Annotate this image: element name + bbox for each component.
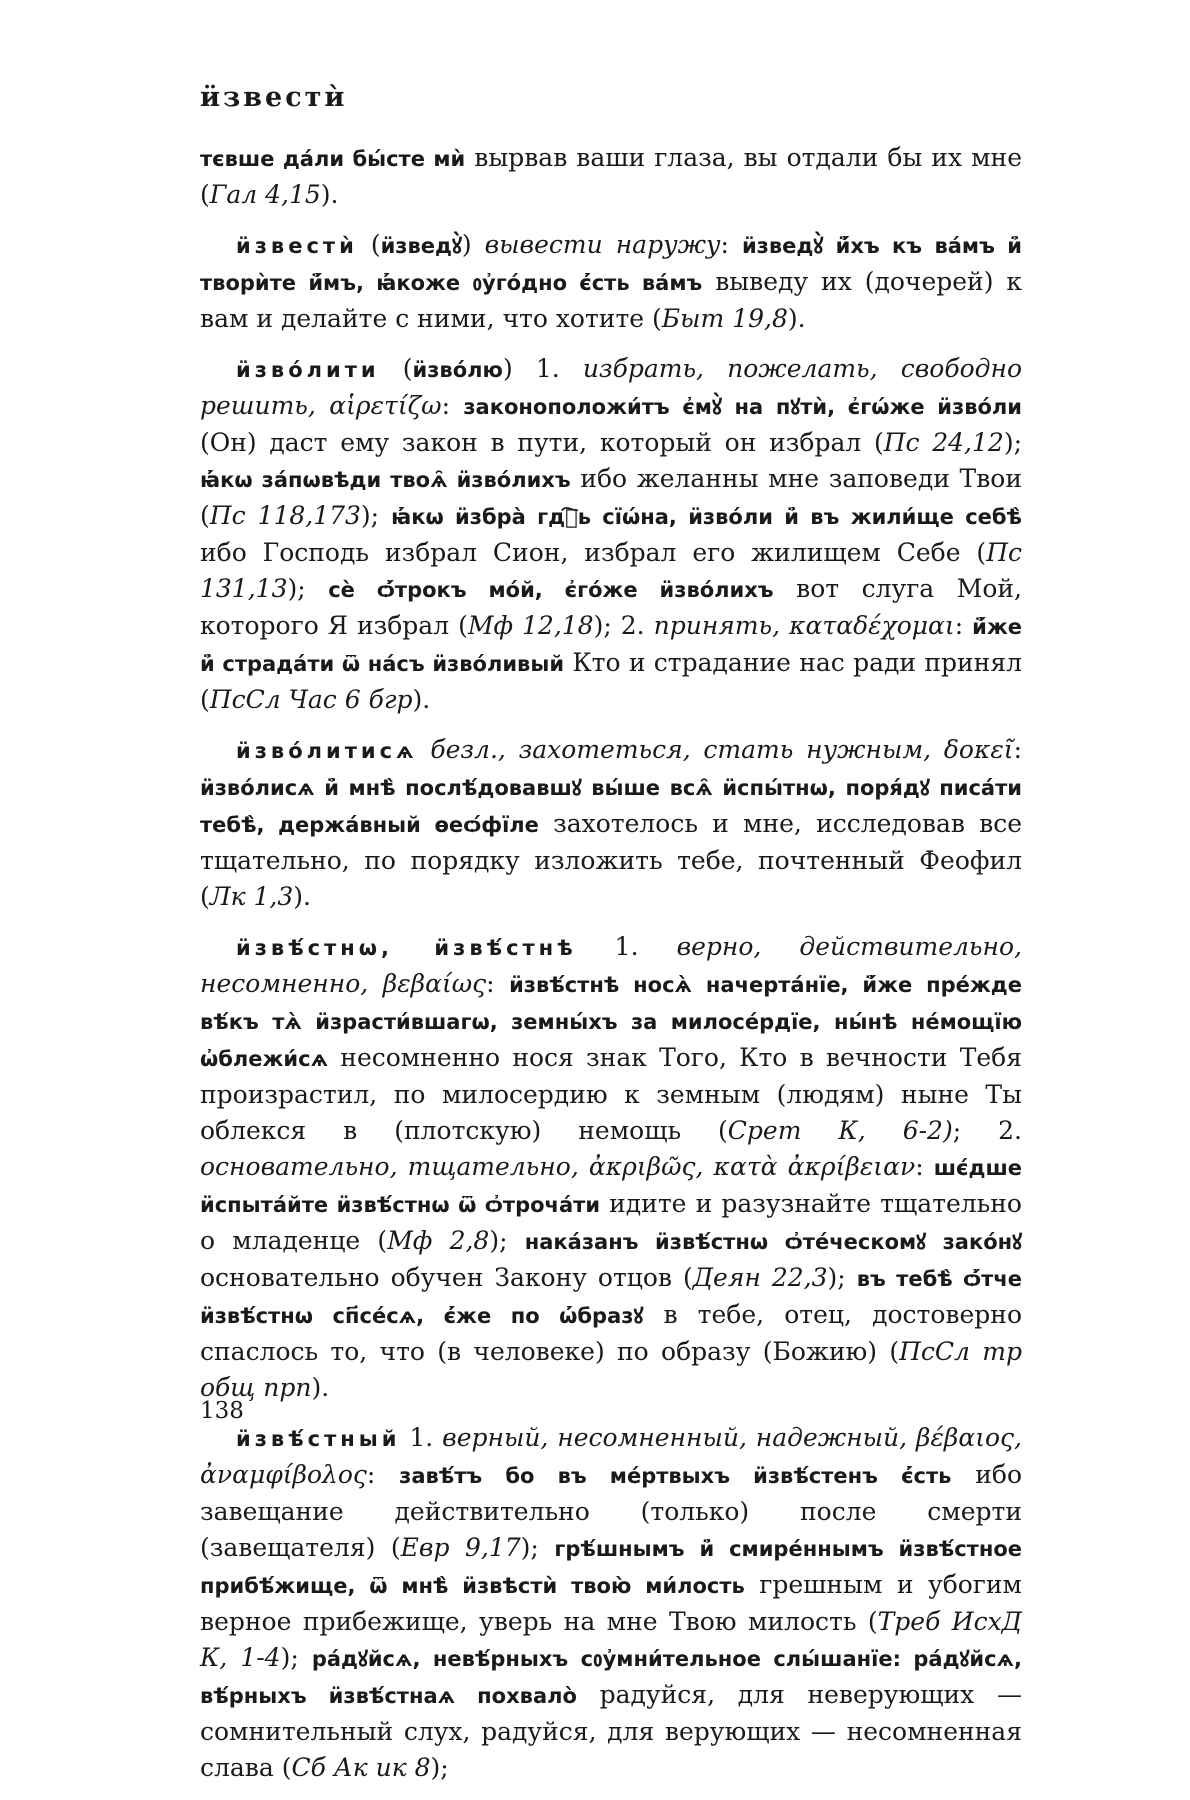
greek-equivalent: αἱρετίζω [329, 391, 442, 420]
entry-izvesti [200, 227, 1022, 337]
translation-text: в тебе, отец, достоверно спаслось то, что (в человеке) по образу (Божию) ( [200, 1300, 1022, 1366]
bible-reference: Срет К, 6-2) [727, 1116, 953, 1145]
punct: : [915, 1152, 934, 1181]
bible-reference: Пс 24,12 [883, 428, 1004, 457]
translation-text: несомненно нося знак Того, Кто в вечности Тебя произрастил, по милосердию к земным (людям) ныне Ты облекся в (плотскую) немощь ( [200, 1043, 1022, 1145]
bible-reference: Деян 22,3 [692, 1263, 828, 1292]
gloss: основательно, тщательно, [200, 1152, 579, 1181]
bible-reference: ПсСл тр общ прп [200, 1337, 1022, 1402]
punct: 1. [576, 932, 677, 961]
entry-izvolitisya [200, 732, 1022, 915]
gloss: безл., захотеться, стать нужным, [430, 735, 932, 764]
translation-text: идите и разузнайте тщательно о младенце ( [200, 1189, 1022, 1255]
page-number: 138 [200, 1398, 244, 1424]
punct [418, 735, 431, 764]
running-head: ӥзвестѝ [200, 82, 348, 113]
punct [931, 735, 944, 764]
translation-text: ибо завещание действительно (только) после смерти (завещателя) ( [200, 1460, 1022, 1562]
greek-equivalent: βέβαιος, ἀναμφίβολος [200, 1423, 1023, 1489]
punct: : [486, 969, 510, 998]
punct [579, 1152, 589, 1181]
punct: ). [293, 882, 311, 911]
headword: ӥзвѣ́стный [236, 1427, 401, 1451]
entry-izvestny [200, 1420, 1022, 1786]
headword: ӥзво́литисѧ [236, 739, 418, 763]
punct: ). [320, 180, 339, 209]
church-slavonic-quote: нака́занъ ӥзвѣ́стнѡ ѻ҆те́ческомꙋ зако́нꙋ [524, 1230, 1022, 1254]
church-slavonic-quote: ӥзведꙋ̀ ӥ҆́хъ къ ва́мъ ӥ҆ творѝте ӥ҆́мъ, ꙗ҆́коже ᲂу҆го́дно є҆́сть ва́мъ [200, 234, 1022, 295]
bible-reference: Евр 9,17 [400, 1533, 521, 1562]
greek-equivalent: καταδέχομαι [789, 611, 955, 640]
punct: ). [787, 304, 806, 333]
punct: ; 2. [952, 1116, 1022, 1145]
entries-body [200, 140, 1022, 1800]
punct: ); [520, 1533, 555, 1562]
greek-equivalent: βεβαίως [382, 969, 487, 998]
punct [316, 391, 329, 420]
punct: ) 1. [502, 354, 583, 383]
punct: ( [357, 230, 381, 259]
translation-text: радуйся, для неверующих — сомнительный слух, радуйся, для верующих — несомненная слава ( [200, 1680, 1022, 1782]
punct: : [1013, 735, 1022, 764]
bible-reference: Пс 131,13 [200, 538, 1022, 603]
punct: ); [360, 501, 392, 530]
bible-reference: Лк 1,3 [209, 882, 294, 911]
church-slavonic-quote: ӥзво́лисѧ ӥ҆ мнѣ̀ послѣ́довавшꙋ вы́ше всѧ̑ ӥспы́тнѡ, поря́дꙋ писа́ти тебѣ̀, держа́вный ѳеѻ́фїле [200, 776, 1022, 837]
punct: ); [827, 1263, 857, 1292]
punct: : [441, 391, 464, 420]
church-slavonic-quote: тєвше да́ли бы́сте мѝ [200, 147, 466, 171]
headword: ӥзвѣ́стнѡ, ӥзвѣ́стнѣ [236, 936, 577, 960]
translation-text: основательно обучен Закону отцов ( [200, 1263, 693, 1292]
church-slavonic-quote: ꙗ҆́кѡ ӥзбра̀ гдⷭ҇ь сїѡ́на, ӥзво́ли ӥ҆ въ жили́ще себѣ̀ [391, 505, 1022, 529]
translation-text: ибо желанны мне заповеди Твои ( [200, 464, 1022, 530]
church-slavonic-quote: шє́дше ӥспыта́йте ӥзвѣ́стнѡ ѿ ѻ҆троча́ти [200, 1156, 1022, 1217]
punct: ); [287, 574, 329, 603]
punct [907, 1423, 916, 1452]
headword: ӥзво́лити [236, 358, 380, 382]
headword-form: ӥзво́лю [412, 358, 503, 382]
punct: ); [430, 1753, 449, 1782]
translation-text: вот слуга Мой, которого Я избрал ( [200, 574, 1023, 640]
punct: : [720, 230, 742, 259]
gloss: принять, [653, 611, 781, 640]
bible-reference: Быт 19,8 [661, 304, 788, 333]
punct [368, 969, 383, 998]
translation-text: выведу их (дочерей) к вам и делайте с ними, что хотите ( [200, 267, 1022, 333]
bible-reference: Мф 2,8 [387, 1226, 490, 1255]
bible-reference: Сб Ак ик 8 [291, 1753, 431, 1782]
translation-text: вырвав ваши глаза, вы отдали бы их мне ( [200, 143, 1022, 209]
greek-equivalent: ἀκριβῶς, κατὰ ἀκρίβειαν [588, 1152, 916, 1181]
entry-izvoliti [200, 351, 1022, 718]
punct: ). [412, 685, 431, 714]
punct: ) [461, 230, 485, 259]
punct: ); [280, 1643, 312, 1672]
gloss: вывести наружу [484, 230, 721, 259]
translation-text: Кто и страдание нас ради принял ( [200, 648, 1022, 714]
punct: ). [311, 1373, 330, 1402]
church-slavonic-quote: грѣ́шнымъ ӥ҆ смире́ннымъ ӥзвѣ́стное прибѣ́жище, ѿ мнѣ̀ ӥзвѣстѝ твою̀ ми́лость [200, 1537, 1023, 1598]
punct [780, 611, 789, 640]
church-slavonic-quote: ра́дꙋйсѧ, невѣ́рныхъ сᲂу҆мни́тельное слы́шанїе: ра́дꙋйсѧ, вѣ́рныхъ ӥзвѣ́стнаѧ похвало̀ [200, 1647, 1022, 1708]
church-slavonic-quote: ӥ҆́же ӥ҆ страда́ти ѿ на́съ ӥзво́ливый [200, 615, 1022, 676]
bible-reference: Пс 118,173 [209, 501, 361, 530]
bible-reference: ПсСл Час 6 бгр [209, 685, 413, 714]
bible-reference: Треб ИсхД К, 1-4 [200, 1607, 1023, 1672]
headword: ӥзвестѝ [236, 234, 358, 258]
translation-text: (Он) даст ему закон в пути, который он избрал ( [200, 428, 884, 457]
punct: ); [489, 1226, 525, 1255]
bible-reference: Мф 12,18 [467, 611, 594, 640]
church-slavonic-quote: ꙗ҆́кѡ за́пѡвѣди твоѧ̑ ӥзво́лихъ [200, 468, 571, 492]
church-slavonic-quote: сѐ ѻ҆́трокъ мо́й, є҆го́же ӥзво́лихъ [328, 578, 774, 602]
translation-text: грешным и убогим верное прибежище, уверь на мне Твою милость ( [200, 1570, 1022, 1636]
greek-equivalent: δοκεῖ [943, 735, 1014, 764]
translation-text: ибо Господь избрал Сион, избрал его жилищем Себе ( [200, 538, 987, 567]
punct: ); [1003, 428, 1022, 457]
church-slavonic-quote: завѣ́тъ бо въ ме́ртвыхъ ӥзвѣ́стенъ є҆́сть [399, 1464, 952, 1488]
gloss: избрать, пожелать, свободно решить, [200, 354, 1022, 420]
punct: 1. [400, 1423, 443, 1452]
punct: ); 2. [593, 611, 654, 640]
gloss: верный, несомненный, надежный, [442, 1423, 908, 1452]
entry-continuation [200, 140, 1022, 213]
translation-text: захотелось и мне, исследовав все тщательно, по порядку изложить тебе, почтенный Феофил ( [200, 809, 1022, 911]
punct: : [954, 611, 973, 640]
church-slavonic-quote: въ тебѣ̀ ѻ҆́тче ӥзвѣ́стнѡ сп҃се́сѧ, є҆́же по ѡ҆́бразꙋ [200, 1267, 1023, 1328]
entry-izvestno [200, 929, 1022, 1406]
headword-form: ӥзведꙋ̀ [380, 234, 462, 258]
gloss: верно, действительно, несомненно, [200, 932, 1022, 998]
punct: : [366, 1460, 400, 1489]
church-slavonic-quote: ӥзвѣ́стнѣ носѧ̀ начерта́нїе, ӥ҆́же пре́жде вѣ́къ тѧ̀ ӥзрасти́вшагѡ, земны́хъ за милосе́рдїе, ны́нѣ не́мощїю ѡ҆блежи́сѧ [200, 973, 1022, 1071]
punct: ( [379, 354, 413, 383]
church-slavonic-quote: законоположи́тъ є҆мꙋ̀ на пꙋтѝ, є҆гѡ́же ӥзво́ли [463, 395, 1023, 419]
bible-reference: Гал 4,15 [209, 180, 321, 209]
